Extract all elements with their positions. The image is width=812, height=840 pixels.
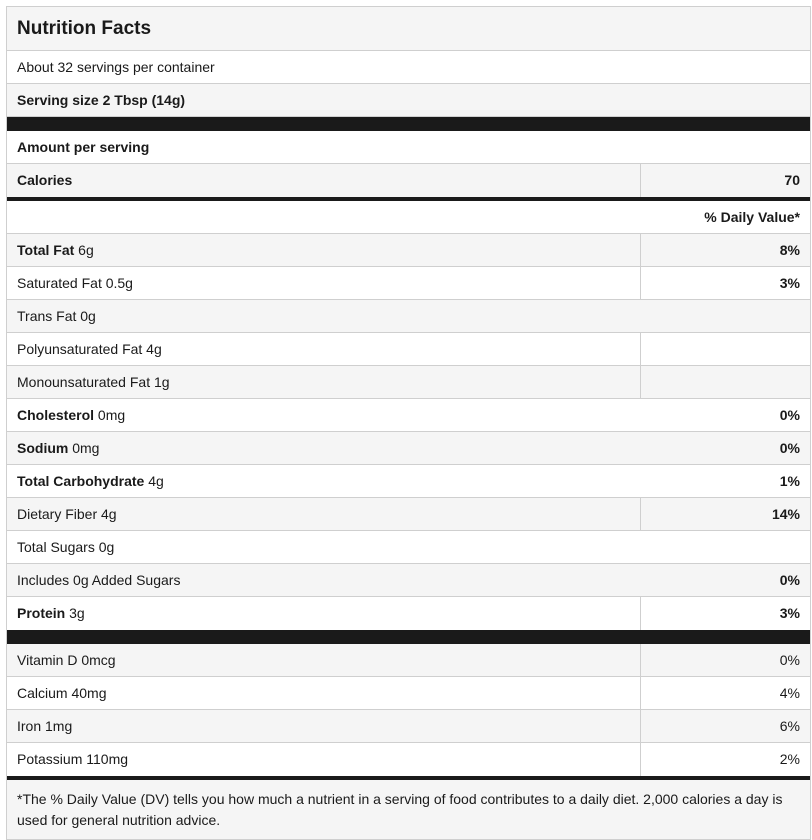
daily-value-header-row — [7, 201, 810, 234]
serving-size-row — [7, 84, 810, 117]
nutrient-row — [7, 564, 810, 597]
nutrient-row — [7, 399, 810, 432]
nutrient-row — [7, 531, 810, 564]
nutrition-facts-panel — [6, 6, 811, 840]
nutrient-label — [17, 234, 94, 266]
vitamins-list — [7, 644, 810, 776]
nutrient-label — [17, 465, 164, 497]
nutrient-label: Dietary Fiber 4g — [17, 506, 117, 522]
nutrient-label: Saturated Fat 0.5g — [17, 275, 133, 291]
vitamin-row — [7, 677, 810, 710]
column-divider — [640, 366, 641, 398]
vitamin-daily-value: 6% — [779, 718, 800, 734]
nutrient-row — [7, 432, 810, 465]
nutrient-label — [17, 399, 125, 431]
nutrient-row — [7, 234, 810, 267]
nutrient-daily-value: 0% — [779, 440, 800, 456]
nutrient-amount: 3g — [65, 605, 85, 621]
nutrient-amount: 0mg — [94, 407, 126, 423]
nutrient-label: Trans Fat 0g — [17, 308, 96, 324]
column-divider — [640, 333, 641, 365]
nutrient-name: Cholesterol — [17, 407, 95, 423]
vitamin-row — [7, 644, 810, 677]
nutrient-label — [17, 597, 85, 629]
calories-row — [7, 164, 810, 197]
title-row — [7, 6, 810, 51]
nutrient-daily-value: 0% — [779, 572, 800, 588]
servings-row — [7, 51, 810, 84]
column-divider — [640, 164, 641, 197]
nutrient-label: Includes 0g Added Sugars — [17, 572, 181, 588]
nutrient-amount: 4g — [144, 473, 164, 489]
vitamin-label: Potassium 110mg — [17, 751, 129, 767]
nutrient-label: Total Sugars 0g — [17, 539, 115, 555]
amount-per-serving-row — [7, 131, 810, 164]
vitamin-label: Vitamin D 0mcg — [17, 652, 116, 668]
nutrient-label — [17, 432, 99, 464]
nutrient-daily-value: 1% — [779, 473, 800, 489]
vitamin-daily-value: 4% — [779, 685, 800, 701]
nutrient-row — [7, 498, 810, 531]
nutrient-row — [7, 366, 810, 399]
nutrient-amount: 6g — [74, 242, 94, 258]
column-divider — [640, 743, 641, 776]
nutrient-daily-value: 3% — [779, 605, 800, 621]
column-divider — [640, 644, 641, 676]
nutrient-label: Polyunsaturated Fat 4g — [17, 341, 162, 357]
vitamin-daily-value: 0% — [779, 652, 800, 668]
column-divider — [640, 267, 641, 299]
vitamin-daily-value: 2% — [779, 751, 800, 767]
nutrient-name: Protein — [17, 605, 66, 621]
nutrient-name: Total Fat — [17, 242, 75, 258]
serving-size: Serving size 2 Tbsp (14g) — [17, 92, 186, 108]
vitamin-label: Iron 1mg — [17, 718, 73, 734]
column-divider — [640, 597, 641, 630]
nutrient-daily-value: 0% — [779, 407, 800, 423]
thick-divider-vitamins — [7, 630, 810, 644]
amount-per-serving: Amount per serving — [17, 139, 150, 155]
thick-divider — [7, 117, 810, 131]
vitamin-row — [7, 743, 810, 776]
nutrient-row — [7, 597, 810, 630]
panel-title: Nutrition Facts — [17, 18, 152, 39]
nutrients-list — [7, 234, 810, 630]
calories-label: Calories — [17, 172, 73, 188]
nutrient-label: Monounsaturated Fat 1g — [17, 374, 170, 390]
vitamin-label: Calcium 40mg — [17, 685, 107, 701]
column-divider — [640, 677, 641, 709]
footnote: *The % Daily Value (DV) tells you how much a nutrient in a serving of food contributes to a daily diet. 2,000 calories a day is used for general nutrition advice. — [7, 780, 810, 840]
nutrient-name: Sodium — [17, 440, 69, 456]
column-divider — [640, 498, 641, 530]
column-divider — [640, 234, 641, 266]
nutrient-row — [7, 333, 810, 366]
nutrient-amount: 0mg — [68, 440, 100, 456]
column-divider — [640, 710, 641, 742]
servings-per-container: About 32 servings per container — [17, 59, 215, 75]
vitamin-row — [7, 710, 810, 743]
nutrient-daily-value: 3% — [779, 275, 800, 291]
calories-value: 70 — [784, 172, 800, 188]
daily-value-header: % Daily Value* — [704, 209, 800, 225]
nutrient-name: Total Carbohydrate — [17, 473, 145, 489]
nutrient-row — [7, 465, 810, 498]
nutrient-daily-value: 14% — [771, 506, 800, 522]
nutrient-row — [7, 267, 810, 300]
nutrient-daily-value: 8% — [779, 242, 800, 258]
nutrient-row — [7, 300, 810, 333]
